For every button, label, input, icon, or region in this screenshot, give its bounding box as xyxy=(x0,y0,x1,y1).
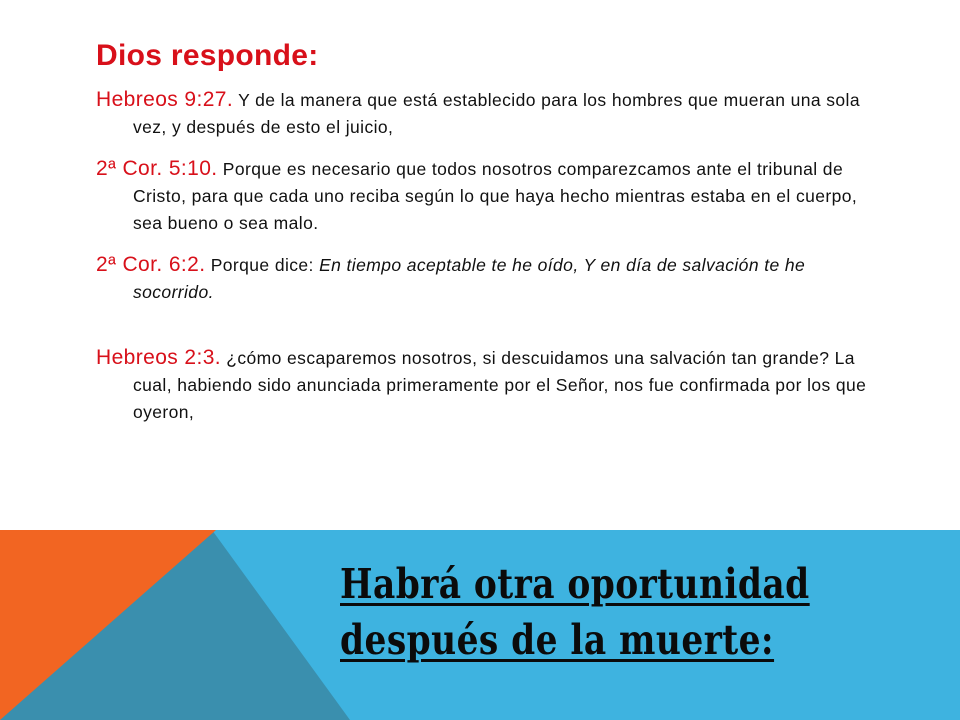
verse-hebreos-9-27 xyxy=(96,86,886,141)
verse-text: Y de la manera que está establecido para los hombres que mueran una sola vez, y después de esto el juicio, xyxy=(133,90,860,137)
banner-title xyxy=(340,556,844,668)
verse-reference: 2ª Cor. 5:10. xyxy=(96,157,218,180)
verse-reference: 2ª Cor. 6:2. xyxy=(96,253,206,276)
verse-2-cor-5-10 xyxy=(96,155,886,237)
verse-text: Porque dice: xyxy=(205,255,320,275)
verse-reference: Hebreos 2:3. xyxy=(96,346,222,369)
banner-title-line-1: Habrá otra oportunidad xyxy=(340,560,810,608)
verse-text: ¿cómo escaparemos nosotros, si descuidamos una salvación tan grande? La cual, habiendo sido anunciada primeramente por el Señor, nos fue confirmada por los que oyeron, xyxy=(133,348,867,422)
banner-title-line-2: después de la muerte: xyxy=(340,616,775,664)
verse-2-cor-6-2 xyxy=(96,251,886,306)
verse-quote-text: En tiempo aceptable te he oído, Y en día de salvación te he socorrido. xyxy=(133,255,806,302)
bottom-banner xyxy=(0,530,960,720)
slide-content xyxy=(96,36,886,440)
slide-heading: Dios responde: xyxy=(96,39,319,72)
verse-reference: Hebreos 9:27. xyxy=(96,88,234,111)
verse-text: Porque es necesario que todos nosotros comparezcamos ante el tribunal de Cristo, para que cada uno reciba según lo que haya hecho mientras estaba en el cuerpo, sea bueno o sea malo. xyxy=(133,159,858,233)
verse-hebreos-2-3 xyxy=(96,344,886,426)
